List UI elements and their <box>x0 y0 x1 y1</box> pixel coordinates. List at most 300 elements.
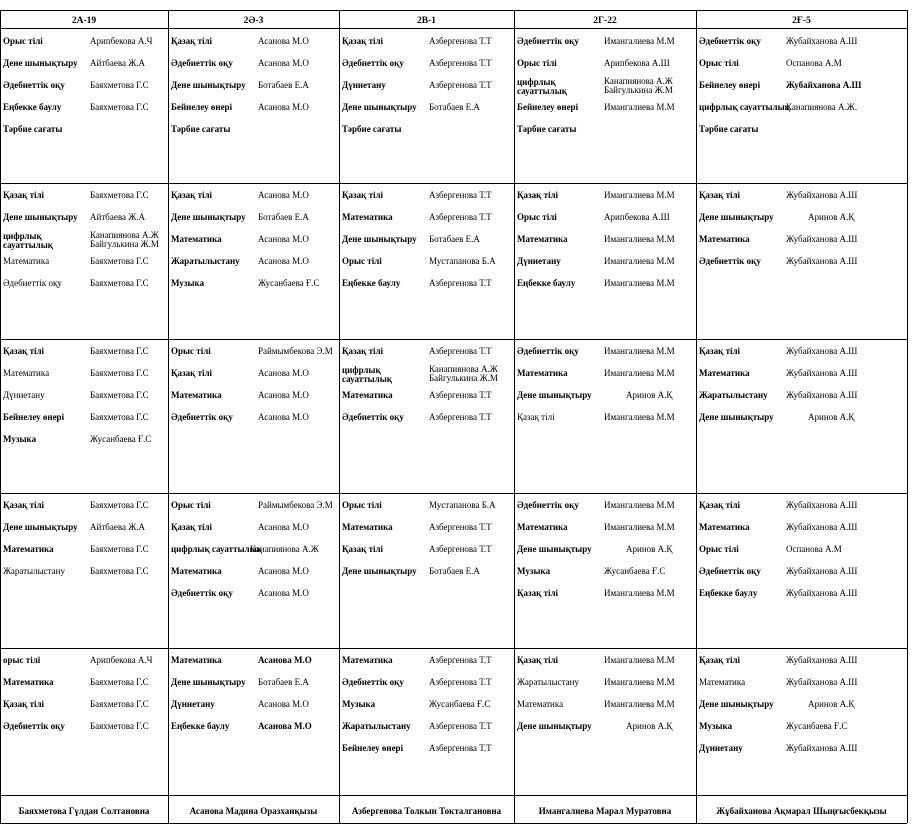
subject-name: Математика <box>171 234 222 244</box>
class-header: 2Ғ-5 <box>792 16 811 26</box>
subject-name: Дене шынықтыру <box>342 566 417 576</box>
teacher-name: Азбергенова Т.Т <box>429 58 492 68</box>
teacher-name: Жубайханова А.Ш <box>786 80 862 90</box>
teacher-name: Арипбекова А.Ш <box>604 212 670 222</box>
teacher-name: Раймымбекова Э.М <box>258 346 333 356</box>
lesson-entry <box>339 412 512 432</box>
subject-name: Еңбекке баулу <box>342 278 401 288</box>
teacher-name: Аринов А.Қ <box>626 721 673 731</box>
teacher-name: Имангалиева М.М <box>604 588 675 598</box>
teacher-name: Айтбаева Ж.А <box>90 522 146 532</box>
subject-name: Математика <box>517 234 568 244</box>
lesson-entry <box>696 234 905 254</box>
teacher-name: Имангалиева М.М <box>604 368 675 378</box>
subject-name: Жаратылыстану <box>171 256 240 266</box>
teacher-name: Мустапанова Б.А <box>429 500 496 510</box>
teacher-signature: Баяхметова Гүлдан Солтановна <box>18 806 150 816</box>
lesson-entry <box>339 364 512 388</box>
lesson-entry <box>0 36 166 56</box>
subject-name: Музыка <box>517 566 551 576</box>
subject-name: Математика <box>699 522 750 532</box>
subject-name: цифрлық сауаттылық <box>171 544 262 554</box>
subject-name: Орыс тілі <box>517 58 557 68</box>
teacher-name: Канапиянова А.Ж <box>250 544 319 554</box>
lesson-entry <box>168 655 337 675</box>
teacher-name: Жубайханова А.Ш <box>786 588 858 598</box>
teacher-name: Азбергенова Т.Т <box>429 80 492 90</box>
subject-name: Әдебиеттік оқу <box>342 58 404 68</box>
teacher-name: Аринов А.Қ <box>808 699 855 709</box>
lesson-entry <box>168 368 337 388</box>
teacher-name: Жубайханова А.Ш <box>786 677 858 687</box>
teacher-name: Баяхметова Г.С <box>90 699 149 709</box>
teacher-name: Азбергенова Т.Т <box>429 544 492 554</box>
subject-name: Орыс тілі <box>171 346 211 356</box>
teacher-name: Азбергенова Т.Т <box>429 522 492 532</box>
subject-name: Еңбекке баулу <box>517 278 576 288</box>
subject-name: Қазақ тілі <box>3 346 45 356</box>
subject-name: Әдебиеттік оқу <box>171 58 233 68</box>
teacher-name: Айтбаева Ж.А <box>90 58 146 68</box>
subject-name: Әдебиеттік оқу <box>342 412 404 422</box>
subject-name: Тәрбие сағаты <box>3 124 63 134</box>
teacher-name: Имангалиева М.М <box>604 412 675 422</box>
lesson-entry <box>339 390 512 410</box>
subject-name: Дүниетану <box>342 80 386 90</box>
lesson-entry <box>168 346 337 366</box>
teacher-name: Баяхметова Г.С <box>90 677 149 687</box>
lesson-entry <box>168 544 337 564</box>
subject-name: Дене шынықтыру <box>171 80 246 90</box>
subject-name: Музыка <box>699 721 733 731</box>
lesson-entry <box>696 124 905 144</box>
subject-name: Тәрбие сағаты <box>171 124 231 134</box>
lesson-entry <box>696 368 905 388</box>
teacher-name: Баяхметова Г.С <box>90 566 149 576</box>
teacher-name: Жусанбаева Ғ.С <box>258 278 320 288</box>
teacher-name: Асанова М.О <box>258 412 309 422</box>
row-divider <box>0 823 907 824</box>
lesson-entry <box>168 212 337 232</box>
subject-name: Қазақ тілі <box>517 655 559 665</box>
subject-name: Әдебиеттік оқу <box>517 346 579 356</box>
teacher-name: Асанова М.О <box>258 699 309 709</box>
subject-name: Математика <box>517 522 568 532</box>
row-divider <box>0 10 907 11</box>
subject-name: Қазақ тілі <box>699 346 741 356</box>
lesson-entry <box>0 655 166 675</box>
teacher-name: Ботабаев Е.А <box>429 102 480 112</box>
teacher-name: Имангалиева М.М <box>604 102 675 112</box>
teacher-name: Асанова М.О <box>258 390 309 400</box>
teacher-name: Ботабаев Е.А <box>258 677 309 687</box>
subject-name: Математика <box>342 655 393 665</box>
subject-name: Қазақ тілі <box>342 346 384 356</box>
subject-name: Қазақ тілі <box>171 190 213 200</box>
subject-name: Әдебиеттік оқу <box>3 721 65 731</box>
teacher-name: Баяхметова Г.С <box>90 278 149 288</box>
subject-name: цифрлық сауаттылық <box>3 231 53 250</box>
subject-name: Қазақ тілі <box>517 190 559 200</box>
teacher-name: Жубайханова А.Ш <box>786 346 858 356</box>
subject-name: Математика <box>342 390 393 400</box>
teacher-name: Мустапанова Б.А <box>429 256 496 266</box>
subject-name: Қазақ тілі <box>699 655 741 665</box>
lesson-entry <box>0 80 166 100</box>
teacher-name: Арипбекова А.Ш <box>604 58 670 68</box>
subject-name: Қазақ тілі <box>171 522 213 532</box>
lesson-entry <box>696 655 905 675</box>
lesson-entry <box>696 677 905 697</box>
teacher-name: Асанова М.О <box>258 256 309 266</box>
teacher-signature: Азбергенова Толкын Токталгановна <box>351 806 502 816</box>
lesson-entry <box>696 566 905 586</box>
teacher-name: Баяхметова Г.С <box>90 412 149 422</box>
lesson-entry <box>696 212 905 232</box>
teacher-name: Канапиянова А.Ж Байгулькина Ж.М <box>604 76 673 95</box>
subject-name: орыс тілі <box>3 655 41 665</box>
lesson-entry <box>168 677 337 697</box>
subject-name: Әдебиеттік оқу <box>3 80 65 90</box>
teacher-name: Асанова М.О <box>258 655 312 665</box>
teacher-name: Асанова М.О <box>258 721 312 731</box>
subject-name: Әдебиеттік оқу <box>171 412 233 422</box>
lesson-entry <box>168 721 337 741</box>
subject-name: Бейнелеу өнері <box>517 102 579 112</box>
subject-name: Қазақ тілі <box>171 36 213 46</box>
teacher-name: Жусанбаева Ғ.С <box>604 566 666 576</box>
row-divider <box>0 795 907 796</box>
lesson-entry <box>339 655 512 675</box>
lesson-entry <box>0 368 166 388</box>
teacher-name: Асанова М.О <box>258 522 309 532</box>
teacher-name: Имангалиева М.М <box>604 278 675 288</box>
subject-name: Дүниетану <box>3 390 45 400</box>
row-divider <box>0 493 907 494</box>
teacher-name: Азбергенова Т.Т <box>429 412 492 422</box>
subject-name: Математика <box>3 544 54 554</box>
subject-name: Орыс тілі <box>699 58 739 68</box>
lesson-entry <box>696 544 905 564</box>
teacher-name: Баяхметова Г.С <box>90 721 149 731</box>
teacher-name: Ботабаев Е.А <box>258 80 309 90</box>
lesson-entry <box>339 566 512 586</box>
teacher-name: Имангалиева М.М <box>604 677 675 687</box>
lesson-entry <box>514 234 694 254</box>
lesson-entry <box>339 124 512 144</box>
subject-name: Жаратылыстану <box>342 721 411 731</box>
teacher-name: Баяхметова Г.С <box>90 80 149 90</box>
lesson-entry <box>696 412 905 432</box>
lesson-entry <box>339 58 512 78</box>
teacher-name: Азбергенова Т.Т <box>429 721 492 731</box>
lesson-entry <box>514 390 694 410</box>
lesson-entry <box>168 500 337 520</box>
teacher-name: Канапиянова А.Ж Байгулькина Ж.М <box>90 230 159 249</box>
subject-name: Тәрбие сағаты <box>342 124 402 134</box>
subject-name: Дене шынықтыру <box>517 544 592 554</box>
lesson-entry <box>514 278 694 298</box>
teacher-name: Жубайханова А.Ш <box>786 256 858 266</box>
lesson-entry <box>0 566 166 586</box>
teacher-name: Имангалиева М.М <box>604 346 675 356</box>
lesson-entry <box>514 699 694 719</box>
lesson-entry <box>514 721 694 741</box>
subject-name: Дене шынықтыру <box>3 212 78 222</box>
subject-name: Дене шынықтыру <box>171 212 246 222</box>
lesson-entry <box>339 212 512 232</box>
teacher-name: Асанова М.О <box>258 368 309 378</box>
lesson-entry <box>514 190 694 210</box>
teacher-name: Асанова М.О <box>258 58 309 68</box>
subject-name: Жаратылыстану <box>3 566 65 576</box>
subject-name: Дене шынықтыру <box>517 390 592 400</box>
subject-name: Дүниетану <box>699 743 743 753</box>
lesson-entry <box>0 390 166 410</box>
lesson-entry <box>696 743 905 763</box>
subject-name: Орыс тілі <box>171 500 211 510</box>
subject-name: Дене шынықтыру <box>171 677 246 687</box>
teacher-name: Азбергенова Т.Т <box>429 390 492 400</box>
teacher-name: Азбергенова Т.Т <box>429 677 492 687</box>
lesson-entry <box>514 102 694 122</box>
teacher-name: Асанова М.О <box>258 588 309 598</box>
lesson-entry <box>0 124 166 144</box>
subject-name: цифрлық сауаттылық <box>517 77 567 96</box>
row-divider <box>0 648 907 649</box>
lesson-entry <box>339 256 512 276</box>
subject-name: Дене шынықтыру <box>342 102 417 112</box>
subject-name: Математика <box>342 212 393 222</box>
lesson-entry <box>339 278 512 298</box>
teacher-name: Баяхметова Г.С <box>90 102 149 112</box>
subject-name: Дене шынықтыру <box>699 212 774 222</box>
teacher-name: Жубайханова А.Ш <box>786 234 858 244</box>
subject-name: Қазақ тілі <box>342 36 384 46</box>
lesson-entry <box>339 677 512 697</box>
teacher-name: Ботабаев Е.А <box>429 566 480 576</box>
teacher-name: Жубайханова А.Ш <box>786 36 858 46</box>
teacher-name: Жусанбаева Ғ.С <box>786 721 848 731</box>
teacher-name: Аринов А.Қ <box>808 412 855 422</box>
subject-name: Орыс тілі <box>699 544 739 554</box>
subject-name: Бейнелеу өнері <box>342 743 404 753</box>
subject-name: Әдебиеттік оқу <box>517 36 579 46</box>
subject-name: Әдебиеттік оқу <box>171 588 233 598</box>
subject-name: Жаратылыстану <box>699 390 768 400</box>
subject-name: Математика <box>171 566 222 576</box>
lesson-entry <box>168 234 337 254</box>
teacher-name: Жубайханова А.Ш <box>786 655 858 665</box>
lesson-entry <box>514 36 694 56</box>
teacher-name: Жубайханова А.Ш <box>786 500 858 510</box>
lesson-entry <box>696 721 905 741</box>
lesson-entry <box>168 124 337 144</box>
teacher-name: Канапиянова А.Ж Байгулькина Ж.М <box>429 364 498 383</box>
lesson-entry <box>339 190 512 210</box>
teacher-name: Имангалиева М.М <box>604 256 675 266</box>
lesson-entry <box>0 721 166 741</box>
subject-name: Әдебиеттік оқу <box>3 278 62 288</box>
teacher-name: Азбергенова Т.Т <box>429 346 492 356</box>
subject-name: Музыка <box>3 434 37 444</box>
lesson-entry <box>696 58 905 78</box>
teacher-name: Имангалиева М.М <box>604 522 675 532</box>
teacher-name: Азбергенова Т.Т <box>429 278 492 288</box>
subject-name: Музыка <box>171 278 205 288</box>
subject-name: Математика <box>3 368 50 378</box>
subject-name: Дене шынықтыру <box>3 522 78 532</box>
lesson-entry <box>696 699 905 719</box>
row-divider <box>0 183 907 184</box>
lesson-entry <box>0 278 166 298</box>
lesson-entry <box>339 36 512 56</box>
lesson-entry <box>514 256 694 276</box>
teacher-name: Жубайханова А.Ш <box>786 522 858 532</box>
subject-name: Әдебиеттік оқу <box>699 566 761 576</box>
lesson-entry <box>696 500 905 520</box>
subject-name: Дене шынықтыру <box>3 58 78 68</box>
teacher-name: Айтбаева Ж.А <box>90 212 146 222</box>
teacher-name: Баяхметова Г.С <box>90 390 149 400</box>
lesson-entry <box>696 390 905 410</box>
lesson-entry <box>514 588 694 608</box>
subject-name: Жаратылыстану <box>517 677 579 687</box>
teacher-name: Баяхметова Г.С <box>90 544 149 554</box>
lesson-entry <box>696 36 905 56</box>
teacher-name: Азбергенова Т.Т <box>429 36 492 46</box>
teacher-name: Жусанбаева Ғ.С <box>90 434 152 444</box>
subject-name: Еңбекке баулу <box>3 102 62 112</box>
subject-name: Орыс тілі <box>342 256 382 266</box>
lesson-entry <box>0 58 166 78</box>
lesson-entry <box>0 500 166 520</box>
lesson-entry <box>168 278 337 298</box>
lesson-entry <box>168 256 337 276</box>
teacher-name: Имангалиева М.М <box>604 234 675 244</box>
teacher-name: Баяхметова Г.С <box>90 256 149 266</box>
lesson-entry <box>0 212 166 232</box>
subject-name: Математика <box>699 234 750 244</box>
subject-name: Еңбекке баулу <box>699 588 758 598</box>
subject-name: Тәрбие сағаты <box>517 124 577 134</box>
lesson-entry <box>514 500 694 520</box>
subject-name: Әдебиеттік оқу <box>699 36 761 46</box>
subject-name: Дүниетану <box>517 256 561 266</box>
subject-name: Қазақ тілі <box>171 368 213 378</box>
teacher-name: Имангалиева М.М <box>604 190 675 200</box>
teacher-name: Баяхметова Г.С <box>90 368 149 378</box>
subject-name: Математика <box>171 390 222 400</box>
class-header: 2В-1 <box>417 16 436 26</box>
lesson-entry <box>339 80 512 100</box>
lesson-entry <box>514 522 694 542</box>
class-header: 2Г-22 <box>593 16 617 26</box>
lesson-entry <box>0 544 166 564</box>
subject-name: Математика <box>3 677 54 687</box>
teacher-name: Азбергенова Т.Т <box>429 190 492 200</box>
subject-name: Дене шынықтыру <box>699 699 774 709</box>
lesson-entry <box>514 544 694 564</box>
subject-name: Математика <box>171 655 222 665</box>
teacher-name: Асанова М.О <box>258 102 309 112</box>
teacher-name: Асанова М.О <box>258 234 309 244</box>
teacher-name: Раймымбекова Э.М <box>258 500 333 510</box>
subject-name: Әдебиеттік оқу <box>342 677 404 687</box>
lesson-entry <box>168 412 337 432</box>
lesson-entry <box>168 522 337 542</box>
lesson-entry <box>514 124 694 144</box>
teacher-name: Азбергенова Т.Т <box>429 655 492 665</box>
row-divider <box>0 339 907 340</box>
subject-name: Математика <box>699 677 746 687</box>
teacher-name: Канапиянова А.Ж. <box>786 102 858 112</box>
subject-name: Бейнелеу өнері <box>171 102 233 112</box>
teacher-name: Асанова М.О <box>258 566 309 576</box>
teacher-name: Асанова М.О <box>258 36 309 46</box>
subject-name: Қазақ тілі <box>3 699 45 709</box>
subject-name: Математика <box>517 699 564 709</box>
lesson-entry <box>168 390 337 410</box>
lesson-entry <box>0 699 166 719</box>
lesson-entry <box>696 102 905 122</box>
lesson-entry <box>339 234 512 254</box>
lesson-entry <box>339 522 512 542</box>
lesson-entry <box>514 346 694 366</box>
subject-name: Орыс тілі <box>517 212 557 222</box>
teacher-name: Ботабаев Е.А <box>429 234 480 244</box>
teacher-name: Оспанова А.М <box>786 58 842 68</box>
lesson-entry <box>696 346 905 366</box>
lesson-entry <box>339 500 512 520</box>
lesson-entry <box>514 566 694 586</box>
subject-name: Математика <box>3 256 50 266</box>
column-divider <box>907 10 908 823</box>
teacher-name: Баяхметова Г.С <box>90 190 149 200</box>
lesson-entry <box>168 699 337 719</box>
lesson-entry <box>514 368 694 388</box>
subject-name: Қазақ тілі <box>3 500 45 510</box>
teacher-name: Баяхметова Г.С <box>90 346 149 356</box>
subject-name: Қазақ тілі <box>342 190 384 200</box>
lesson-entry <box>168 588 337 608</box>
lesson-entry <box>0 412 166 432</box>
teacher-name: Арипбекова А.Ч <box>90 655 153 665</box>
lesson-entry <box>168 58 337 78</box>
lesson-entry <box>696 256 905 276</box>
lesson-entry <box>168 190 337 210</box>
class-header: 2А-19 <box>71 16 97 26</box>
lesson-entry <box>514 212 694 232</box>
teacher-name: Азбергенова Т.Т <box>429 212 492 222</box>
teacher-name: Имангалиева М.М <box>604 36 675 46</box>
subject-name: Қазақ тілі <box>342 544 384 554</box>
lesson-entry <box>0 256 166 276</box>
subject-name: Қазақ тілі <box>3 190 45 200</box>
lesson-entry <box>0 190 166 210</box>
class-header: 2Ә-3 <box>243 16 264 26</box>
teacher-name: Имангалиева М.М <box>604 500 675 510</box>
lesson-entry <box>168 80 337 100</box>
teacher-name: Аринов А.Қ <box>626 544 673 554</box>
subject-name: Бейнелеу өнері <box>3 412 65 422</box>
lesson-entry <box>0 434 166 454</box>
subject-name: Дене шынықтыру <box>342 234 417 244</box>
teacher-signature: Асанова Мадина Оразханқызы <box>189 806 318 816</box>
lesson-entry <box>696 190 905 210</box>
teacher-name: Аринов А.Қ <box>808 212 855 222</box>
subject-name: Қазақ тілі <box>517 588 559 598</box>
